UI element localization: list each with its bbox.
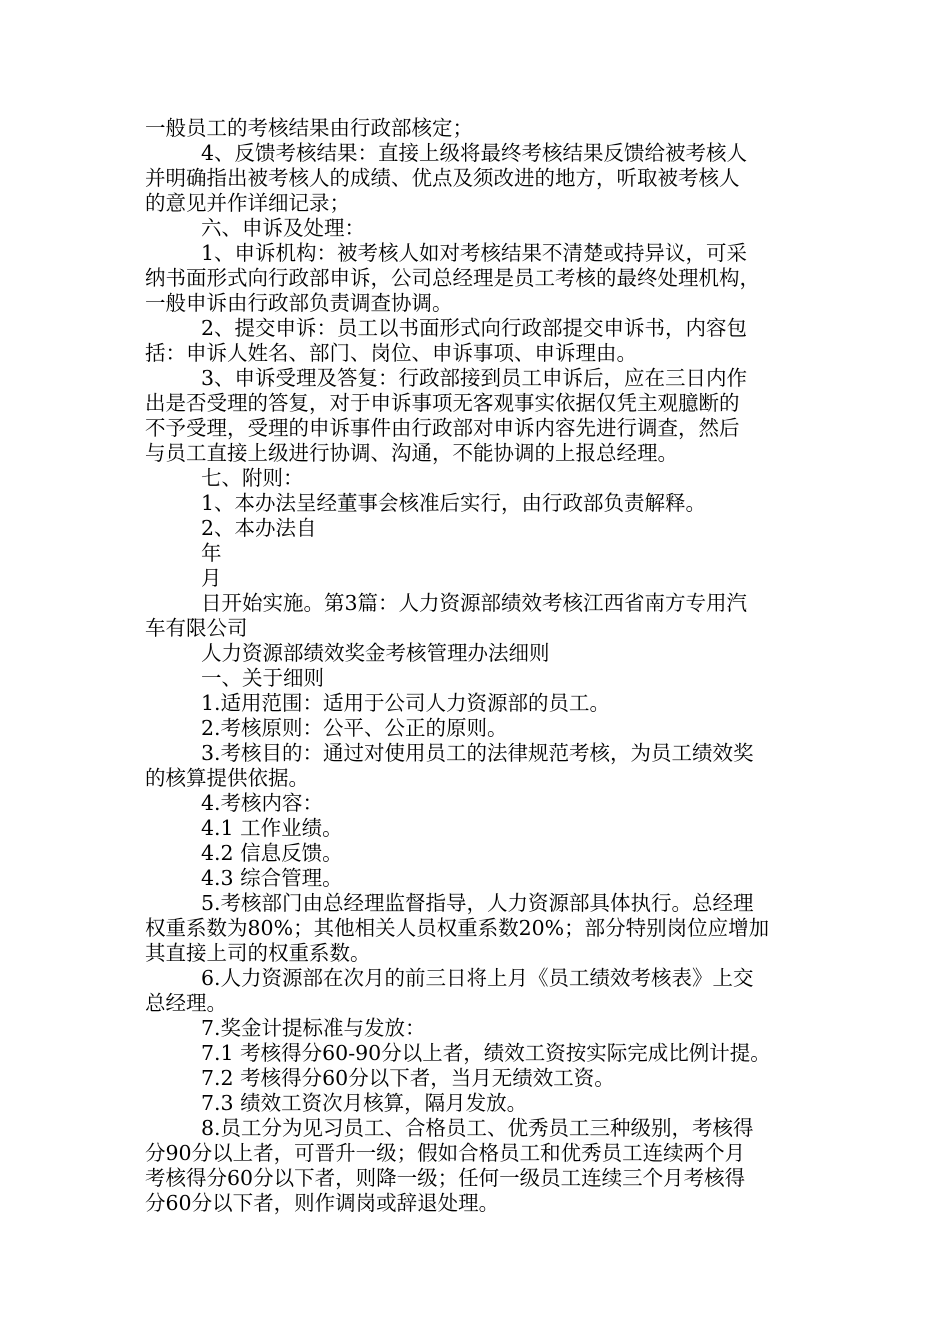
text-line: 的意见并作详细记录； — [145, 191, 350, 215]
text-line: 7.1 考核得分60-90分以上者，绩效工资按实际完成比例计提。 — [201, 1041, 771, 1065]
text-line: 2.考核原则：公平、公正的原则。 — [201, 716, 508, 740]
text-line: 的核算提供依据。 — [145, 766, 309, 790]
text-line: 纳书面形式向行政部申诉，公司总经理是员工考核的最终处理机构， — [145, 266, 760, 290]
text-line: 2、本办法自 — [201, 516, 317, 540]
text-line: 6.人力资源部在次月的前三日将上月《员工绩效考核表》上交 — [201, 966, 754, 990]
text-line: 分60分以下者，则作调岗或辞退处理。 — [145, 1191, 500, 1215]
section-heading: 一、关于细则 — [201, 666, 324, 690]
text-line: 年 — [201, 541, 222, 565]
section-heading: 七、附则： — [201, 466, 304, 490]
text-line: 考核得分60分以下者，则降一级；任何一级员工连续三个月考核得 — [145, 1166, 746, 1190]
text-line: 其直接上司的权重系数。 — [145, 941, 371, 965]
section-title: 人力资源部绩效奖金考核管理办法细则 — [201, 641, 550, 665]
text-line: 4、反馈考核结果：直接上级将最终考核结果反馈给被考核人 — [201, 141, 748, 165]
text-line: 一般员工的考核结果由行政部核定； — [145, 116, 473, 140]
text-line: 与员工直接上级进行协调、沟通，不能协调的上报总经理。 — [145, 441, 678, 465]
text-line: 并明确指出被考核人的成绩、优点及须改进的地方，听取被考核人 — [145, 166, 740, 190]
text-line: 4.1 工作业绩。 — [201, 816, 343, 840]
text-line: 日开始实施。第3篇：人力资源部绩效考核江西省南方专用汽 — [201, 591, 748, 615]
text-line: 总经理。 — [145, 991, 227, 1015]
text-line: 3、申诉受理及答复：行政部接到员工申诉后，应在三日内作 — [201, 366, 748, 390]
text-line: 月 — [201, 566, 222, 590]
text-line: 分90分以上者，可晋升一级；假如合格员工和优秀员工连续两个月 — [145, 1141, 746, 1165]
text-line: 5.考核部门由总经理监督指导，人力资源部具体执行。总经理 — [201, 891, 754, 915]
text-line: 7.3 绩效工资次月核算，隔月发放。 — [201, 1091, 528, 1115]
text-line: 4.3 综合管理。 — [201, 866, 343, 890]
text-line: 1、本办法呈经董事会核准后实行，由行政部负责解释。 — [201, 491, 707, 515]
text-line: 一般申诉由行政部负责调查协调。 — [145, 291, 453, 315]
text-line: 4.2 信息反馈。 — [201, 841, 343, 865]
text-line: 括：申诉人姓名、部门、岗位、申诉事项、申诉理由。 — [145, 341, 637, 365]
text-line: 7.2 考核得分60分以下者，当月无绩效工资。 — [201, 1066, 615, 1090]
text-line: 不予受理，受理的申诉事件由行政部对申诉内容先进行调查，然后 — [145, 416, 740, 440]
section-heading: 六、申诉及处理： — [201, 216, 365, 240]
text-line: 出是否受理的答复，对于申诉事项无客观事实依据仅凭主观臆断的 — [145, 391, 740, 415]
text-line: 3.考核目的：通过对使用员工的法律规范考核，为员工绩效奖 — [201, 741, 754, 765]
text-line: 权重系数为80%；其他相关人员权重系数20%；部分特别岗位应增加 — [145, 916, 770, 940]
text-line: 1.适用范围：适用于公司人力资源部的员工。 — [201, 691, 611, 715]
text-line: 2、提交申诉：员工以书面形式向行政部提交申诉书，内容包 — [201, 316, 748, 340]
text-line: 1、申诉机构：被考核人如对考核结果不清楚或持异议，可采 — [201, 241, 748, 265]
text-line: 车有限公司 — [145, 616, 248, 640]
text-line: 4.考核内容： — [201, 791, 324, 815]
text-line: 7.奖金计提标准与发放： — [201, 1016, 426, 1040]
text-line: 8.员工分为见习员工、合格员工、优秀员工三种级别，考核得 — [201, 1116, 754, 1140]
